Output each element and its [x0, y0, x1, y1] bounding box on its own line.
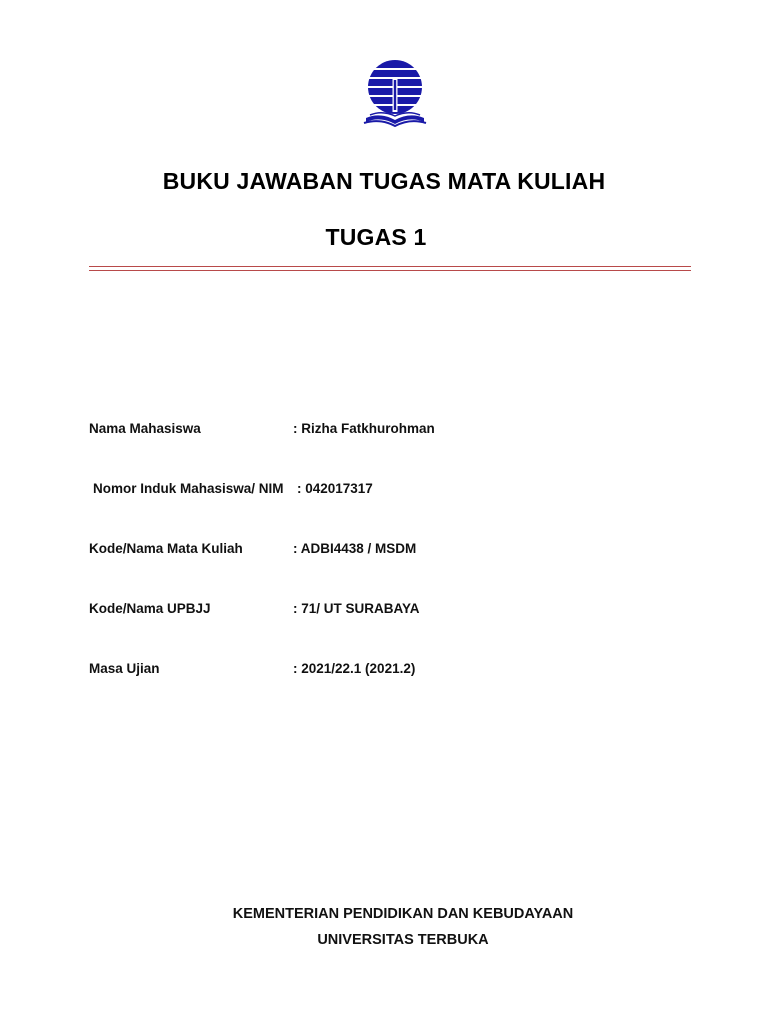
field-row-student-name	[0, 421, 768, 443]
field-row-course	[0, 541, 768, 563]
field-value-exam-period: : 2021/22.1 (2021.2)	[293, 661, 416, 676]
field-label-upbjj: Kode/Nama UPBJJ	[89, 601, 211, 616]
universitas-terbuka-logo-icon	[362, 58, 428, 130]
footer-university: UNIVERSITAS TERBUKA	[317, 932, 489, 948]
footer-ministry: KEMENTERIAN PENDIDIKAN DAN KEBUDAYAAN	[232, 906, 574, 922]
title-divider-bottom	[89, 270, 691, 271]
field-value-upbjj: : 71/ UT SURABAYA	[293, 601, 420, 616]
field-row-exam-period	[0, 661, 768, 683]
page-subtitle: TUGAS 1	[325, 224, 427, 250]
field-value-course: : ADBI4438 / MSDM	[293, 541, 417, 556]
field-label-course: Kode/Nama Mata Kuliah	[89, 541, 243, 556]
field-label-nim: Nomor Induk Mahasiswa/ NIM	[93, 481, 284, 496]
field-row-upbjj	[0, 601, 768, 623]
title-divider-top	[89, 266, 691, 267]
field-label-exam-period: Masa Ujian	[89, 661, 160, 676]
field-value-student-name: : Rizha Fatkhurohman	[293, 421, 435, 436]
field-value-nim: : 042017317	[297, 481, 373, 496]
page-title: BUKU JAWABAN TUGAS MATA KULIAH	[162, 168, 606, 194]
field-label-student-name: Nama Mahasiswa	[89, 421, 201, 436]
field-row-nim	[0, 481, 768, 503]
